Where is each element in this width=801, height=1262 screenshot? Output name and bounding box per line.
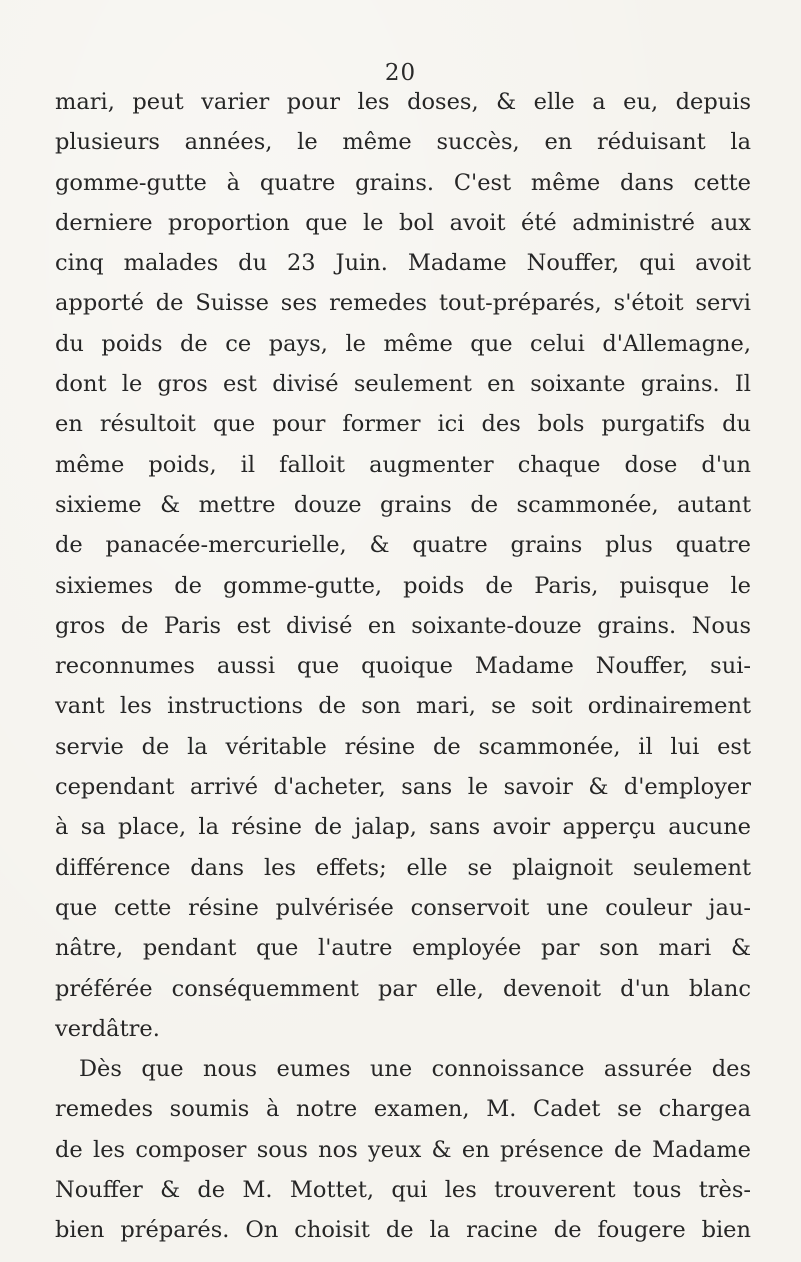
- text-line: verdâtre.: [55, 1015, 160, 1042]
- text-line: mari, peut varier pour les doses, & elle a eu, depuis: [55, 89, 751, 115]
- text-line: gros de Paris est divisé en soixante-douze grains. Nous: [55, 612, 751, 639]
- text-line: derniere proportion que le bol avoit été administré aux: [55, 209, 751, 236]
- text-line: différence dans les effets; elle se plaignoit seulement: [55, 854, 751, 881]
- text-line: sixiemes de gomme-gutte, poids de Paris, puisque le: [55, 572, 751, 599]
- text-line: reconnumes aussi que quoique Madame Nouffer, sui-: [55, 653, 751, 680]
- text-line: cependant arrivé d'acheter, sans le savoir & d'employer: [55, 774, 751, 801]
- text-line: plusieurs années, le même succès, en réduisant la: [55, 129, 751, 156]
- text-line: préférée conséquemment par elle, devenoit d'un blanc: [55, 975, 751, 1002]
- text-line: Nouffer & de M. Mottet, qui les trouverent tous très-: [55, 1177, 751, 1204]
- text-line: bien préparés. On choisit de la racine de fougere bien: [55, 1217, 751, 1244]
- text-line: même poids, il falloit augmenter chaque dose d'un: [55, 451, 751, 478]
- text-line: nâtre, pendant que l'autre employée par son mari &: [55, 935, 751, 962]
- text-line: que cette résine pulvérisée conservoit une couleur jau-: [55, 894, 751, 921]
- page-number: 20: [384, 60, 417, 86]
- text-line: apporté de Suisse ses remedes tout-préparés, s'étoit servi: [55, 290, 751, 317]
- text-line: cinq malades du 23 Juin. Madame Nouffer, qui avoit: [55, 250, 751, 277]
- text-line: du poids de ce pays, le même que celui d'Allemagne,: [55, 330, 751, 357]
- text-line: remedes soumis à notre examen, M. Cadet se chargea: [55, 1096, 751, 1123]
- text-line: servie de la véritable résine de scammonée, il lui est: [55, 733, 751, 760]
- text-line: gomme-gutte à quatre grains. C'est même dans cette: [55, 169, 751, 196]
- text-line: vant les instructions de son mari, se soit ordinairement: [55, 693, 751, 720]
- body-text: [55, 82, 751, 1251]
- text-line: à sa place, la résine de jalap, sans avoir apperçu aucune: [55, 814, 751, 841]
- text-line: de panacée-mercurielle, & quatre grains plus quatre: [55, 532, 751, 559]
- text-line: dont le gros est divisé seulement en soixante grains. Il: [55, 371, 751, 398]
- text-line: de les composer sous nos yeux & en présence de Madame: [55, 1136, 751, 1163]
- text-line: en résultoit que pour former ici des bols purgatifs du: [55, 411, 751, 438]
- text-line: sixieme & mettre douze grains de scammonée, autant: [55, 491, 751, 518]
- text-line: Dès que nous eumes une connoissance assurée des: [79, 1056, 751, 1083]
